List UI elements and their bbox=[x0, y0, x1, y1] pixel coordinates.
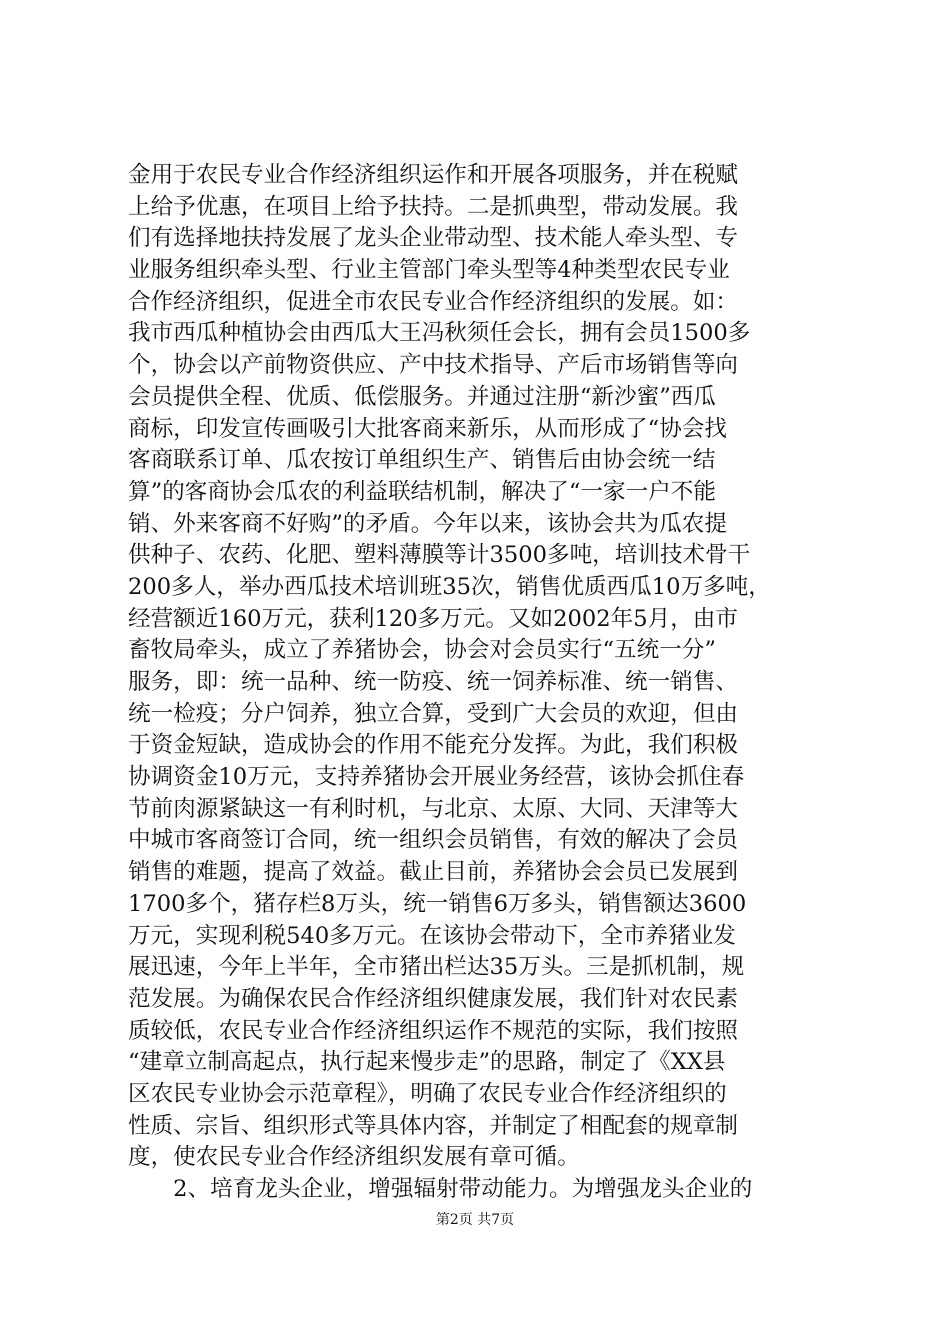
text-line: 节前肉源紧缺这一有利时机，与北京、太原、大同、天津等大 bbox=[128, 795, 739, 822]
text-line: 性质、宗旨、组织形式等具体内容，并制定了相配套的规章制 bbox=[128, 1112, 739, 1139]
text-line: “建章立制高起点，执行起来慢步走”的思路，制定了《XX县 bbox=[128, 1049, 726, 1076]
text-line: 质较低，农民专业合作经济组织运作不规范的实际，我们按照 bbox=[128, 1017, 739, 1044]
text-line: 我市西瓜种植协会由西瓜大王冯秋须任会长，拥有会员1500多 bbox=[128, 320, 751, 347]
text-line: 展迅速，今年上半年，全市猪出栏达35万头。三是抓机制，规 bbox=[128, 954, 745, 981]
text-line: 范发展。为确保农民合作经济组织健康发展，我们针对农民素 bbox=[128, 985, 739, 1012]
text-line: 上给予优惠，在项目上给予扶持。二是抓典型，带动发展。我 bbox=[128, 193, 739, 220]
text-line: 合作经济组织，促进全市农民专业合作经济组织的发展。如： bbox=[128, 288, 739, 315]
text-line: 会员提供全程、优质、低偿服务。并通过注册“新沙蜜”西瓜 bbox=[128, 383, 716, 410]
text-line: 万元，实现利税540多万元。在该协会带动下，全市养猪业发 bbox=[128, 922, 736, 949]
text-line: 统一检疫；分户饲养，独立合算，受到广大会员的欢迎，但由 bbox=[128, 700, 739, 727]
text-line: 客商联系订单、瓜农按订单组织生产、销售后由协会统一结 bbox=[128, 447, 716, 474]
text-line: 商标，印发宣传画吸引大批客商来新乐，从而形成了“协会找 bbox=[128, 415, 727, 442]
text-line: 经营额近160万元，获利120多万元。又如2002年5月，由市 bbox=[128, 605, 738, 632]
text-line: 1700多个，猪存栏8万头，统一销售6万多头，销售额达3600 bbox=[128, 890, 747, 917]
text-line: 畜牧局牵头，成立了养猪协会，协会对会员实行“五统一分” bbox=[128, 637, 716, 664]
text-line: 业服务组织牵头型、行业主管部门牵头型等4种类型农民专业 bbox=[128, 257, 730, 284]
text-line: 销售的难题，提高了效益。截止目前，养猪协会会员已发展到 bbox=[128, 859, 739, 886]
text-line: 度，使农民专业合作经济组织发展有章可循。 bbox=[128, 1144, 580, 1171]
text-line: 金用于农民专业合作经济组织运作和开展各项服务，并在税赋 bbox=[128, 162, 739, 188]
text-line: 们有选择地扶持发展了龙头企业带动型、技术能人牵头型、专 bbox=[128, 225, 739, 252]
text-line: 个，协会以产前物资供应、产中技术指导、产后市场销售等向 bbox=[128, 352, 739, 379]
text-line: 200多人，举办西瓜技术培训班35次，销售优质西瓜10万多吨， bbox=[128, 573, 771, 600]
text-line: 服务，即：统一品种、统一防疫、统一饲养标准、统一销售、 bbox=[128, 669, 739, 695]
paragraph-start-line: 2、培育龙头企业，增强辐射带动能力。为增强龙头企业的 bbox=[128, 1176, 753, 1202]
page-number-footer: 第2页 共7页 bbox=[435, 1212, 515, 1228]
text-line: 协调资金10万元，支持养猪协会开展业务经营，该协会抓住春 bbox=[128, 764, 745, 791]
body-text bbox=[128, 160, 828, 1206]
text-line: 中城市客商签订合同，统一组织会员销售，有效的解决了会员 bbox=[128, 827, 739, 854]
text-line: 供种子、农药、化肥、塑料薄膜等计3500多吨，培训技术骨干 bbox=[128, 542, 751, 569]
text-line: 于资金短缺，造成协会的作用不能充分发挥。为此，我们积极 bbox=[128, 732, 739, 759]
text-line: 区农民专业协会示范章程》，明确了农民专业合作经济组织的 bbox=[128, 1080, 727, 1107]
text-line: 销、外来客商不好购”的矛盾。今年以来，该协会共为瓜农提 bbox=[128, 510, 727, 537]
text-line: 算”的客商协会瓜农的利益联结机制，解决了“一家一户不能 bbox=[128, 478, 716, 505]
